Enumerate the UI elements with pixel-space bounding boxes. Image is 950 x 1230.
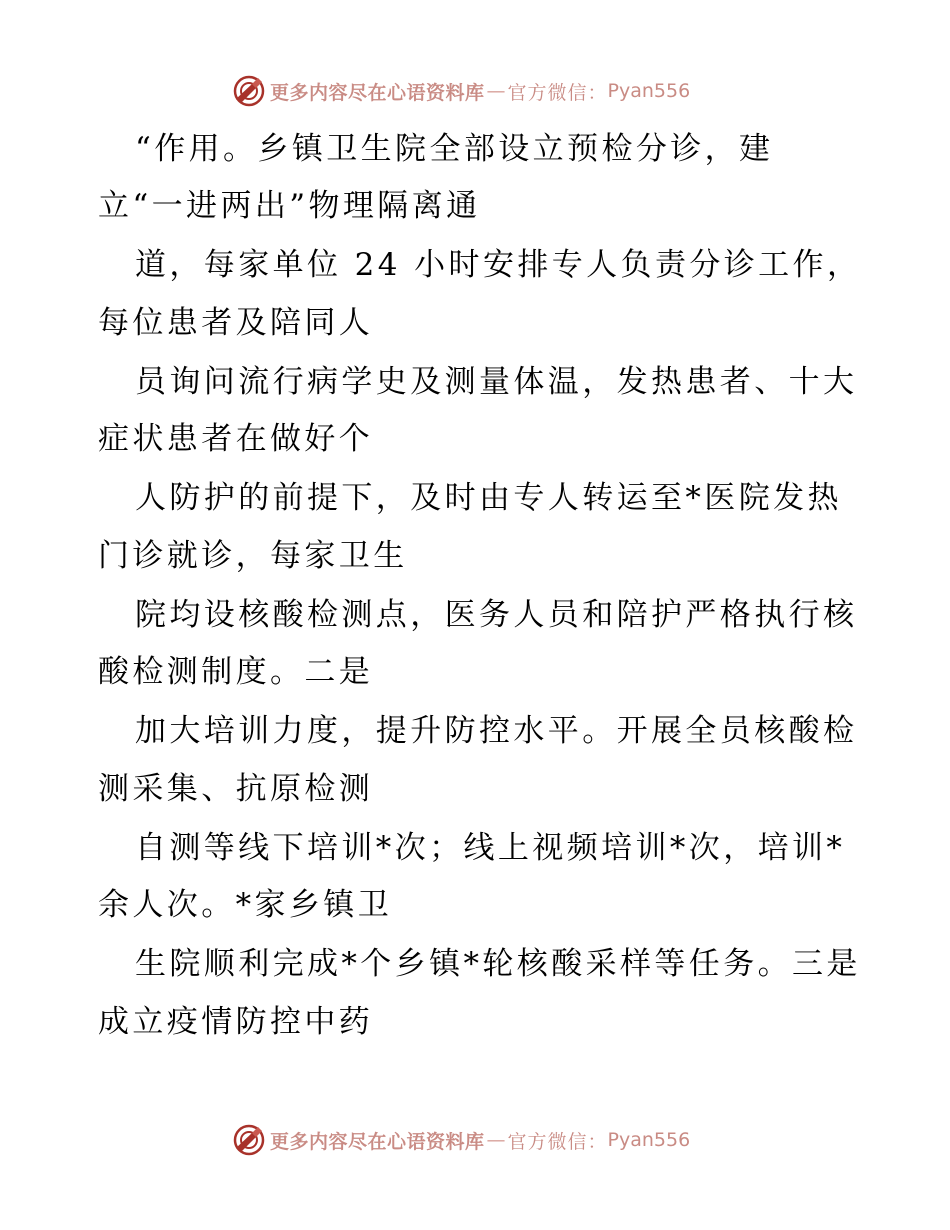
banner-site-text: 更多内容尽在心语资料库 — [270, 81, 485, 104]
text-line: “作用。乡镇卫生院全部设立预检分诊，建 — [135, 131, 774, 167]
text-line: 加大培训力度，提升防控水平。开展全员核酸检 — [135, 713, 858, 749]
header-banner — [232, 73, 690, 109]
text-line: 门诊就诊，每家卫生 — [98, 538, 408, 574]
text-line: 余人次。*家乡镇卫 — [98, 887, 393, 923]
banner-site-text: 更多内容尽在心语资料库 — [270, 1130, 485, 1153]
text-line: 每位患者及陪同人 — [98, 305, 374, 341]
banner-dash: — — [486, 80, 506, 102]
text-line: 院均设核酸检测点，医务人员和陪护严格执行核 — [135, 597, 858, 633]
text-line: 测采集、抗原检测 — [98, 771, 374, 807]
footer-banner — [232, 1122, 690, 1158]
text-line: 成立疫情防控中药 — [98, 1004, 374, 1040]
text-line: 员询问流行病学史及测量体温，发热患者、十大 — [135, 364, 858, 400]
text-line: 生院顺利完成*个乡镇*轮核酸采样等任务。三是 — [135, 946, 861, 982]
text-line: 症状患者在做好个 — [98, 421, 374, 457]
logo-icon — [232, 74, 266, 108]
text-line: 立“一进两出”物理隔离通 — [98, 188, 481, 224]
banner-wechat-id: Pyan556 — [607, 80, 691, 102]
banner-wechat-label: 官方微信： — [507, 1130, 608, 1153]
logo-icon — [232, 1123, 266, 1157]
banner-dash: — — [486, 1129, 506, 1151]
text-line: 自测等线下培训*次；线上视频培训*次，培训* — [135, 830, 846, 866]
text-line: 酸检测制度。二是 — [98, 654, 374, 690]
banner-wechat-label: 官方微信： — [507, 81, 608, 104]
text-line: 人防护的前提下，及时由专人转运至*医院发热 — [135, 480, 842, 516]
text-line: 道，每家单位 24 小时安排专人负责分诊工作， — [135, 247, 862, 283]
banner-wechat-id: Pyan556 — [607, 1129, 691, 1151]
